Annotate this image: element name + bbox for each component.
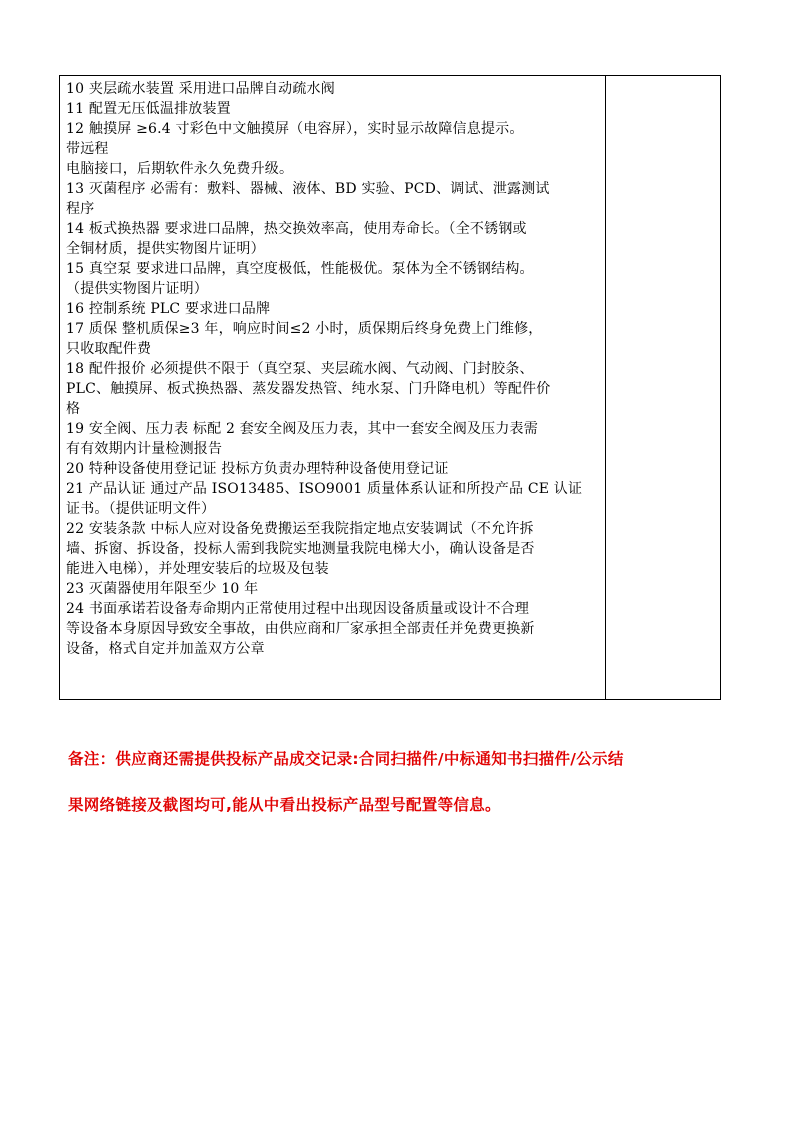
spec-line: 等设备本身原因导致安全事故，由供应商和厂家承担全部责任并免费更换新 bbox=[66, 621, 535, 637]
spec-line: 程序 bbox=[66, 201, 95, 217]
spec-line: 设备，格式自定并加盖双方公章 bbox=[66, 641, 265, 657]
response-cell bbox=[606, 76, 721, 700]
spec-line: 16 控制系统 PLC 要求进口品牌 bbox=[66, 301, 271, 317]
requirements-table bbox=[59, 75, 721, 700]
spec-line: 21 产品认证 通过产品 ISO13485、ISO9001 质量体系认证和所投产品 CE 认证 bbox=[66, 481, 583, 497]
requirements-list bbox=[60, 76, 605, 659]
spec-line: 22 安装条款 中标人应对设备免费搬运至我院指定地点安装调试（不允许拆 bbox=[66, 521, 534, 537]
spec-line: 13 灭菌程序 必需有：敷料、器械、液体、BD 实验、PCD、调试、泄露测试 bbox=[66, 181, 550, 197]
spec-line: 12 触摸屏 ≥6.4 寸彩色中文触摸屏（电容屏），实时显示故障信息提示。 bbox=[66, 121, 524, 137]
spec-line: 14 板式换热器 要求进口品牌，热交换效率高，使用寿命长。（全不锈钢或 bbox=[66, 221, 527, 237]
spec-line: 带远程 bbox=[66, 141, 109, 157]
spec-line: （提供实物图片证明） bbox=[66, 281, 208, 297]
requirements-cell bbox=[60, 76, 606, 700]
spec-line: 电脑接口，后期软件永久免费升级。 bbox=[66, 161, 294, 177]
spec-line: 10 夹层疏水装置 采用进口品牌自动疏水阀 bbox=[66, 81, 335, 97]
spec-line: 格 bbox=[66, 401, 81, 417]
spec-line: 证书。（提供证明文件） bbox=[66, 501, 216, 517]
remark-line-1: 备注：供应商还需提供投标产品成交记录:合同扫描件/中标通知书扫描件/公示结 bbox=[68, 750, 624, 768]
spec-line: 24 书面承诺若设备寿命期内正常使用过程中出现因设备质量或设计不合理 bbox=[66, 601, 530, 617]
spec-line: 11 配置无压低温排放装置 bbox=[66, 101, 231, 117]
spec-line: 15 真空泵 要求进口品牌，真空度极低，性能极优。泵体为全不锈钢结构。 bbox=[66, 261, 534, 277]
remark-note bbox=[68, 746, 728, 818]
table-row bbox=[60, 76, 721, 700]
remark-line-2: 果网络链接及截图均可,能从中看出投标产品型号配置等信息。 bbox=[68, 796, 501, 814]
spec-line: 墙、拆窗、拆设备，投标人需到我院实地测量我院电梯大小，确认设备是否 bbox=[66, 541, 535, 557]
spec-line: 23 灭菌器使用年限至少 10 年 bbox=[66, 581, 259, 597]
spec-line: 18 配件报价 必须提供不限于（真空泵、夹层疏水阀、气动阀、门封胶条、 bbox=[66, 361, 534, 377]
spec-line: 19 安全阀、压力表 标配 2 套安全阀及压力表，其中一套安全阀及压力表需 bbox=[66, 421, 538, 437]
spec-line: 有有效期内计量检测报告 bbox=[66, 441, 223, 457]
spec-line: 全铜材质，提供实物图片证明） bbox=[66, 241, 265, 257]
spec-line: 17 质保 整机质保≥3 年，响应时间≤2 小时，质保期后终身免费上门维修， bbox=[66, 321, 543, 337]
spec-line: 20 特种设备使用登记证 投标方负责办理特种设备使用登记证 bbox=[66, 461, 449, 477]
spec-line: PLC、触摸屏、板式换热器、蒸发器发热管、纯水泵、门升降电机）等配件价 bbox=[66, 381, 551, 397]
spec-line: 只收取配件费 bbox=[66, 341, 152, 357]
spec-line: 能进入电梯），并处理安装后的垃圾及包装 bbox=[66, 561, 329, 577]
